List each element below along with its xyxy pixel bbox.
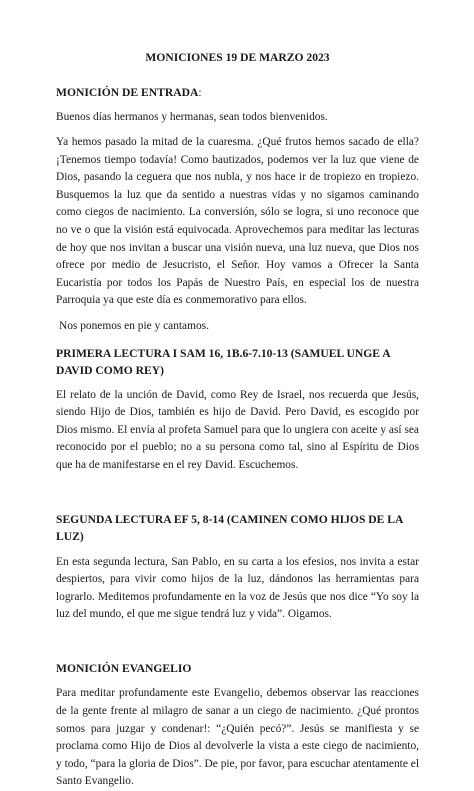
section-entrada — [56, 84, 419, 336]
segunda-lectura-body: En esta segunda lectura, San Pablo, en su carta a los efesios, nos invita a estar despiertos, para vivir como hijos de la luz, dándonos las herramientas para lograrlo. Meditemos profundamente en la voz de Jesús que nos dice “Yo soy la luz del mundo, el que me sigue tendrá luz y vida”. Oigamos. — [56, 555, 419, 621]
entrada-body: Ya hemos pasado la mitad de la cuaresma. ¿Qué frutos hemos sacado de ella? ¡Tenemos tiempo todavía! Como bautizados, podemos ver la luz que viene de Dios, pasando la ceguera que nos nubla, y nos hace ir de tropiezo en tropiezo. Busquemos la luz que da sentido a nuestras vidas y no sigamos caminando como ciegos de nacimiento. La conversión, sólo se logra, si uno reconoce que no ve o que la visión está equivocada. Aprovechemos para meditar las lecturas de hoy que nos invitan a buscar una visión nueva, una luz nueva, que Dios nos ofrece por medio de Jesucristo, el Señor. Hoy vamos a Ofrecer la Santa Eucaristía por todos los Papás de Nuestro País, en especial los de nuestra Parroquia ya que este día es conmemorativo para ellos. — [56, 136, 419, 307]
entrada-heading — [56, 84, 419, 102]
evangelio-heading: MONICIÓN EVANGELIO — [56, 661, 192, 675]
section-evangelio — [56, 660, 419, 791]
primera-lectura-body: El relato de la unción de David, como Rey de Israel, nos recuerda que Jesús, siendo Hijo de Dios, también es hijo de David. Pero David, es escogido por Dios mismo. El envía al profeta Samuel para que lo ungiera con aceite y así sea reconocido por el pueblo; no a su persona como tal, sino al Espíritu de Dios que ha de manifestarse en el rey David. Escuchemos. — [56, 388, 419, 471]
entrada-heading-text: MONICIÓN DE ENTRADA — [56, 86, 199, 99]
entrada-greeting: Buenos días hermanos y hermanas, sean todos bienvenidos. — [56, 110, 328, 123]
entrada-heading-colon: : — [198, 86, 202, 99]
section-primera-lectura — [56, 345, 419, 475]
document-title: MONICIONES 19 DE MARZO 2023 — [145, 51, 330, 64]
evangelio-body: Para meditar profundamente este Evangelio, debemos observar las reacciones de la gente frente al milagro de sanar a un ciego de nacimiento. ¿Qué prontos somos para juzgar y condenar!: “¿Quién pecó?”. Jesús se manifiesta y se proclama como Hijo de Dios al devolverle la vista a este ciego de nacimiento, y todo, “para la gloria de Dios”. De pie, por favor, para escuchar atentamente el Santo Evangelio. — [56, 687, 419, 788]
entrada-closing: Nos ponemos en pie y cantamos. — [59, 320, 209, 333]
segunda-lectura-heading: SEGUNDA LECTURA EF 5, 8-14 (CAMINEN COMO HIJOS DE LA LUZ) — [56, 512, 403, 544]
section-segunda-lectura — [56, 511, 419, 624]
primera-lectura-heading: PRIMERA LECTURA I SAM 16, 1B.6-7.10-13 (SAMUEL UNGE A DAVID COMO REY) — [56, 346, 390, 378]
